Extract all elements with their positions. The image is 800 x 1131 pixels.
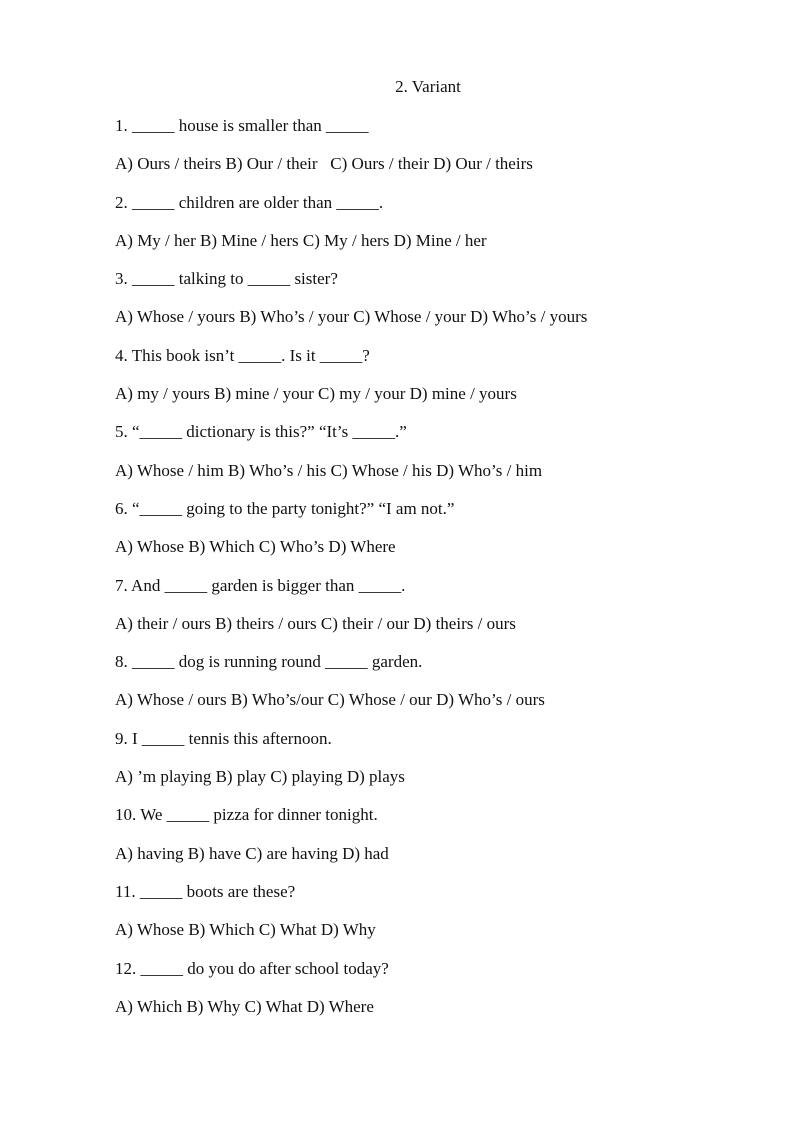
worksheet-title: 2. Variant <box>395 77 461 96</box>
question-11: 11. _____ boots are these? <box>115 881 296 901</box>
question-7: 7. And _____ garden is bigger than _____. <box>115 575 406 595</box>
options-8: A) Whose / ours B) Who’s/our C) Whose / our D) Who’s / ours <box>115 690 545 710</box>
options-12: A) Which B) Why C) What D) Where <box>115 996 374 1016</box>
options-1: A) Ours / theirs B) Our / their C) Ours / their D) Our / theirs <box>115 154 533 174</box>
question-list <box>115 115 755 1034</box>
question-3: 3. _____ talking to _____ sister? <box>115 269 338 289</box>
options-4: A) my / yours B) mine / your C) my / your D) mine / yours <box>115 384 517 404</box>
question-5: 5. “_____ dictionary is this?” “It’s _____.” <box>115 422 407 442</box>
question-4: 4. This book isn’t _____. Is it _____? <box>115 345 370 365</box>
options-10: A) having B) have C) are having D) had <box>115 843 389 863</box>
options-11: A) Whose B) Which C) What D) Why <box>115 920 376 940</box>
question-8: 8. _____ dog is running round _____ garden. <box>115 652 423 672</box>
options-6: A) Whose B) Which C) Who’s D) Where <box>115 537 396 557</box>
options-3: A) Whose / yours B) Who’s / your C) Whose / your D) Who’s / yours <box>115 307 588 327</box>
question-2: 2. _____ children are older than _____. <box>115 192 384 212</box>
options-7: A) their / ours B) theirs / ours C) their / our D) theirs / ours <box>115 613 516 633</box>
question-12: 12. _____ do you do after school today? <box>115 958 389 978</box>
question-10: 10. We _____ pizza for dinner tonight. <box>115 805 378 825</box>
question-6: 6. “_____ going to the party tonight?” “I am not.” <box>115 498 455 518</box>
options-2: A) My / her B) Mine / hers C) My / hers D) Mine / her <box>115 230 487 250</box>
question-9: 9. I _____ tennis this afternoon. <box>115 728 332 748</box>
options-5: A) Whose / him B) Who’s / his C) Whose / his D) Who’s / him <box>115 460 543 480</box>
question-1: 1. _____ house is smaller than _____ <box>115 116 369 135</box>
options-9: A) ’m playing B) play C) playing D) plays <box>115 767 405 787</box>
